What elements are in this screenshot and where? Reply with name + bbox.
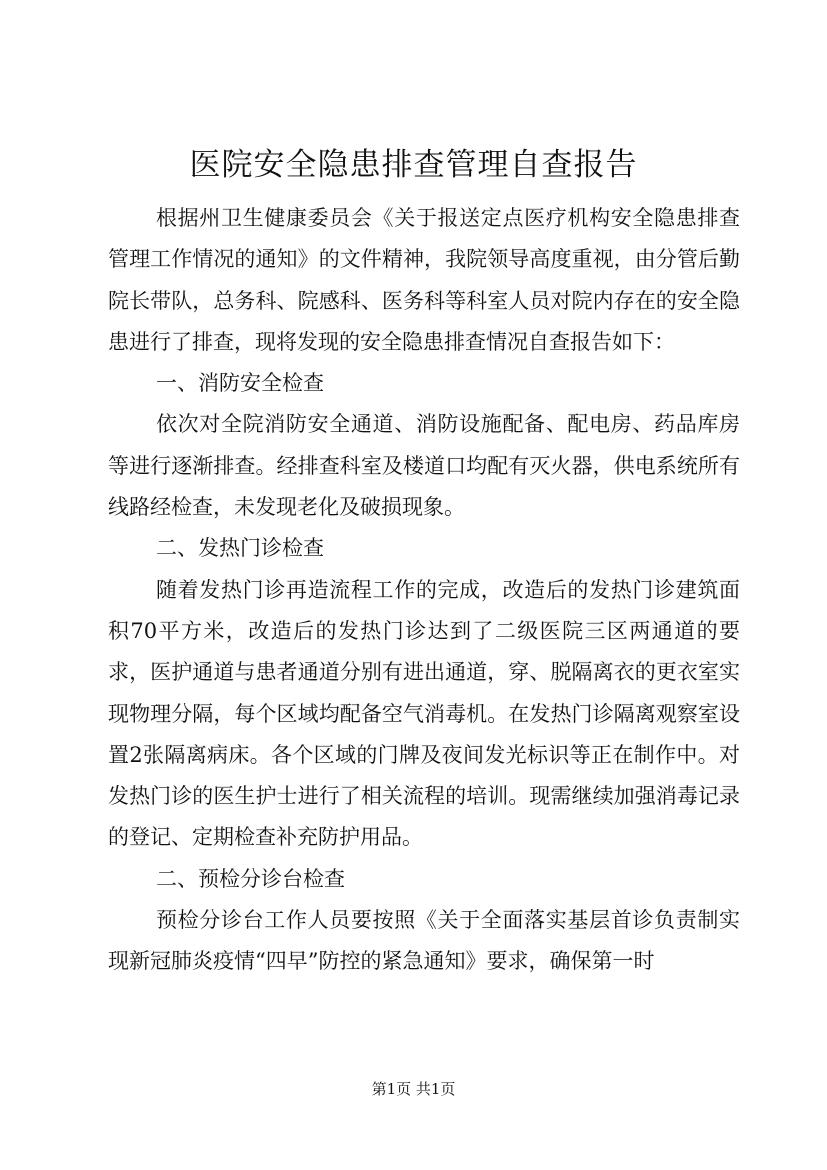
page-number-footer: 第1页 共1页	[371, 1080, 456, 1098]
section-text-triage: 预检分诊台工作人员要按照《关于全面落实基层首诊负责制实现新冠肺炎疫情“四早”防控的紧急通知》要求，确保第一时	[108, 908, 740, 974]
intro-paragraph: 根据州卫生健康委员会《关于报送定点医疗机构安全隐患排查管理工作情况的通知》的文件精神，我院领导高度重视，由分管后勤院长带队，总务科、院感科、医务科等科室人员对院内存在的安全隐患进行了排查，现将发现的安全隐患排查情况自查报告如下：	[108, 206, 740, 354]
section-heading-triage: 二、预检分诊台检查	[156, 866, 345, 891]
document-body	[108, 198, 740, 983]
document-title: 医院安全隐患排查管理自查报告	[189, 147, 638, 183]
section-text-fire-safety: 依次对全院消防安全通道、消防设施配备、配电房、药品库房等进行逐渐排查。经排查科室及楼道口均配有灭火器，供电系统所有线路经检查，未发现老化及破损现象。	[108, 412, 740, 520]
section-text-fever-clinic: 随着发热门诊再造流程工作的完成，改造后的发热门诊建筑面积70平方米，改造后的发热门诊达到了二级医院三区两通道的要求，医护通道与患者通道分别有进出通道，穿、脱隔离衣的更衣室实现物理分隔，每个区域均配备空气消毒机。在发热门诊隔离观察室设置2张隔离病床。各个区域的门牌及夜间发光标识等正在制作中。对发热门诊的医生护士进行了相关流程的培训。现需继续加强消毒记录的登记、定期检查补充防护用品。	[108, 577, 740, 850]
section-heading-fire-safety: 一、消防安全检查	[156, 371, 324, 396]
section-heading-fever-clinic: 二、发热门诊检查	[156, 536, 324, 561]
